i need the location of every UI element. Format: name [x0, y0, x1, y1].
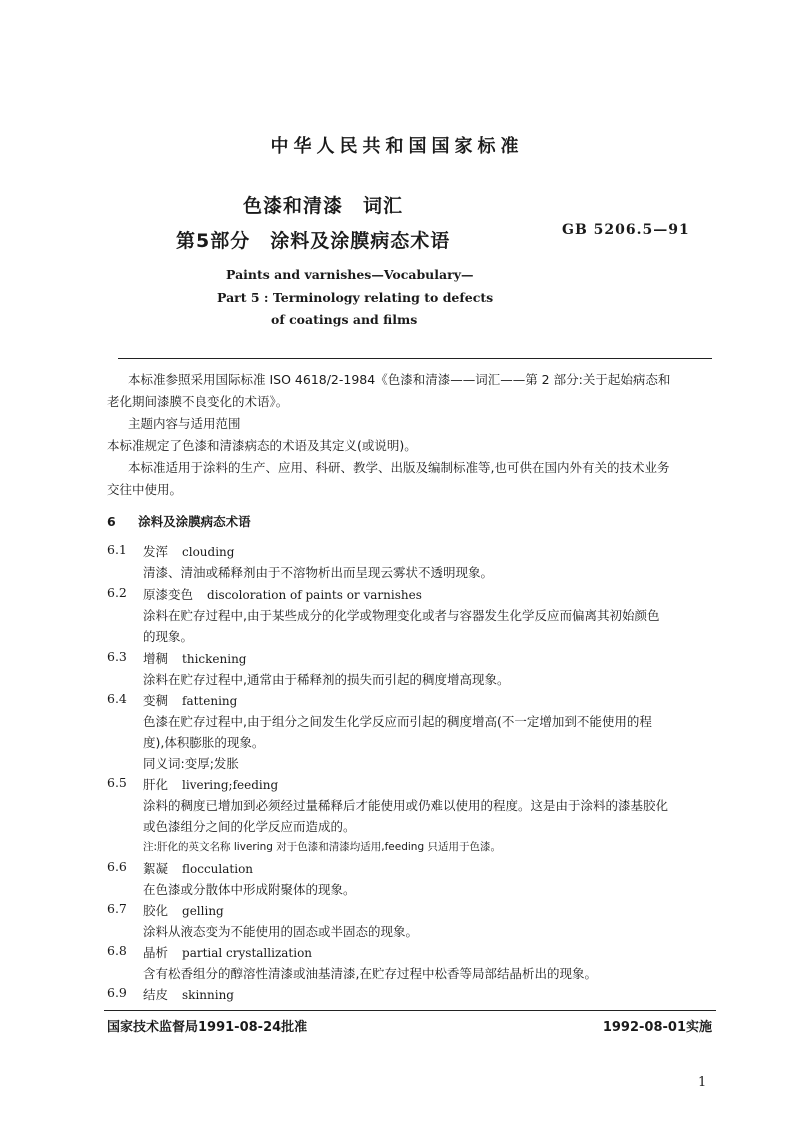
gb-number: GB 5206.5—91: [562, 222, 690, 238]
term-chinese: 肝化: [143, 777, 169, 792]
term-definition: 涂料在贮存过程中,通常由于稀释剂的损失而引起的稠度增高现象。: [143, 672, 510, 687]
intro-paragraph-1-line-2: 老化期间漆膜不良变化的术语》。: [107, 394, 289, 409]
english-title-line-3: of coatings and films: [271, 312, 418, 327]
term-chinese: 发浑: [143, 544, 169, 559]
header-divider: [118, 358, 712, 359]
term-definition: 的现象。: [143, 629, 194, 644]
term-entry: [143, 859, 253, 877]
term-entry: [143, 585, 422, 603]
term-chinese: 增稠: [143, 651, 169, 666]
term-chinese: 结皮: [143, 987, 169, 1002]
term-english: thickening: [182, 652, 247, 666]
term-chinese: 胶化: [143, 903, 169, 918]
term-number: 6.5: [107, 775, 127, 790]
term-english: livering;feeding: [182, 778, 279, 792]
term-english: discoloration of paints or varnishes: [207, 588, 422, 602]
term-number: 6.6: [107, 859, 127, 874]
term-definition: 或色漆组分之间的化学反应而造成的。: [143, 819, 356, 834]
term-entry: [143, 542, 234, 560]
standard-category: 中华人民共和国国家标准: [270, 136, 524, 157]
term-number: 6.3: [107, 649, 127, 664]
subject-heading: 主题内容与适用范围: [128, 416, 241, 431]
term-english: partial crystallization: [182, 946, 313, 960]
term-synonym: 同义词:变厚;发胀: [143, 756, 239, 771]
approval-date: 国家技术监督局1991-08-24批准: [107, 1020, 308, 1035]
term-number: 6.7: [107, 901, 127, 916]
term-english: skinning: [182, 988, 234, 1002]
english-title-line-2: Part 5 : Terminology relating to defects: [217, 290, 494, 305]
term-number: 6.9: [107, 985, 127, 1000]
intro-paragraph-3-line-1: 本标准适用于涂料的生产、应用、科研、教学、出版及编制标准等,也可供在国内外有关的技术业务: [128, 460, 670, 475]
intro-paragraph-3-line-2: 交往中使用。: [107, 482, 183, 497]
term-definition: 色漆在贮存过程中,由于组分之间发生化学反应而引起的稠度增高(不一定增加到不能使用的程: [143, 714, 652, 729]
term-definition: 含有松香组分的醇溶性清漆或油基清漆,在贮存过程中松香等局部结晶析出的现象。: [143, 966, 597, 981]
term-english: gelling: [182, 904, 224, 918]
term-definition: 涂料的稠度已增加到必须经过量稀释后才能使用或仍难以使用的程度。这是由于涂料的漆基胶化: [143, 798, 669, 813]
section-number: 6: [107, 514, 116, 529]
term-number: 6.4: [107, 691, 127, 706]
term-number: 6.1: [107, 542, 127, 557]
term-chinese: 变稠: [143, 693, 169, 708]
term-note: 注:肝化的英文名称 livering 对于色漆和清漆均适用,feeding 只适用于色漆。: [143, 841, 501, 853]
implementation-date: 1992-08-01实施: [602, 1020, 712, 1035]
term-entry: [143, 775, 278, 793]
term-english: fattening: [182, 694, 238, 708]
english-title-line-1: Paints and varnishes—Vocabulary—: [226, 267, 474, 282]
term-entry: [143, 985, 234, 1003]
page-number: 1: [698, 1075, 707, 1090]
term-chinese: 晶析: [143, 945, 169, 960]
intro-paragraph-2: 本标准规定了色漆和清漆病态的术语及其定义(或说明)。: [107, 438, 417, 453]
intro-paragraph-1-line-1: 本标准参照采用国际标准 ISO 4618/2-1984《色漆和清漆——词汇——第 2 部分:关于起始病态和: [128, 372, 671, 387]
term-entry: [143, 943, 312, 961]
term-chinese: 絮凝: [143, 861, 169, 876]
term-definition: 在色漆或分散体中形成附聚体的现象。: [143, 882, 356, 897]
term-number: 6.2: [107, 585, 127, 600]
term-definition: 清漆、清油或稀释剂由于不溶物析出而呈现云雾状不透明现象。: [143, 565, 494, 580]
title-line-2: 第5部分 涂料及涂膜病态术语: [176, 230, 451, 252]
term-chinese: 原漆变色: [143, 587, 194, 602]
term-entry: [143, 901, 224, 919]
section-title: 涂料及涂膜病态术语: [138, 514, 251, 529]
term-number: 6.8: [107, 943, 127, 958]
term-entry: [143, 691, 237, 709]
section-heading: [107, 511, 251, 532]
term-english: flocculation: [182, 862, 254, 876]
title-line-1: 色漆和清漆 词汇: [243, 195, 404, 217]
term-entry: [143, 649, 246, 667]
term-definition: 涂料在贮存过程中,由于某些成分的化学或物理变化或者与容器发生化学反应而偏离其初始颜色: [143, 608, 660, 623]
footer-divider: [104, 1010, 716, 1011]
term-definition: 涂料从液态变为不能使用的固态或半固态的现象。: [143, 924, 419, 939]
term-english: clouding: [182, 545, 235, 559]
term-definition: 度),体积膨胀的现象。: [143, 735, 265, 750]
